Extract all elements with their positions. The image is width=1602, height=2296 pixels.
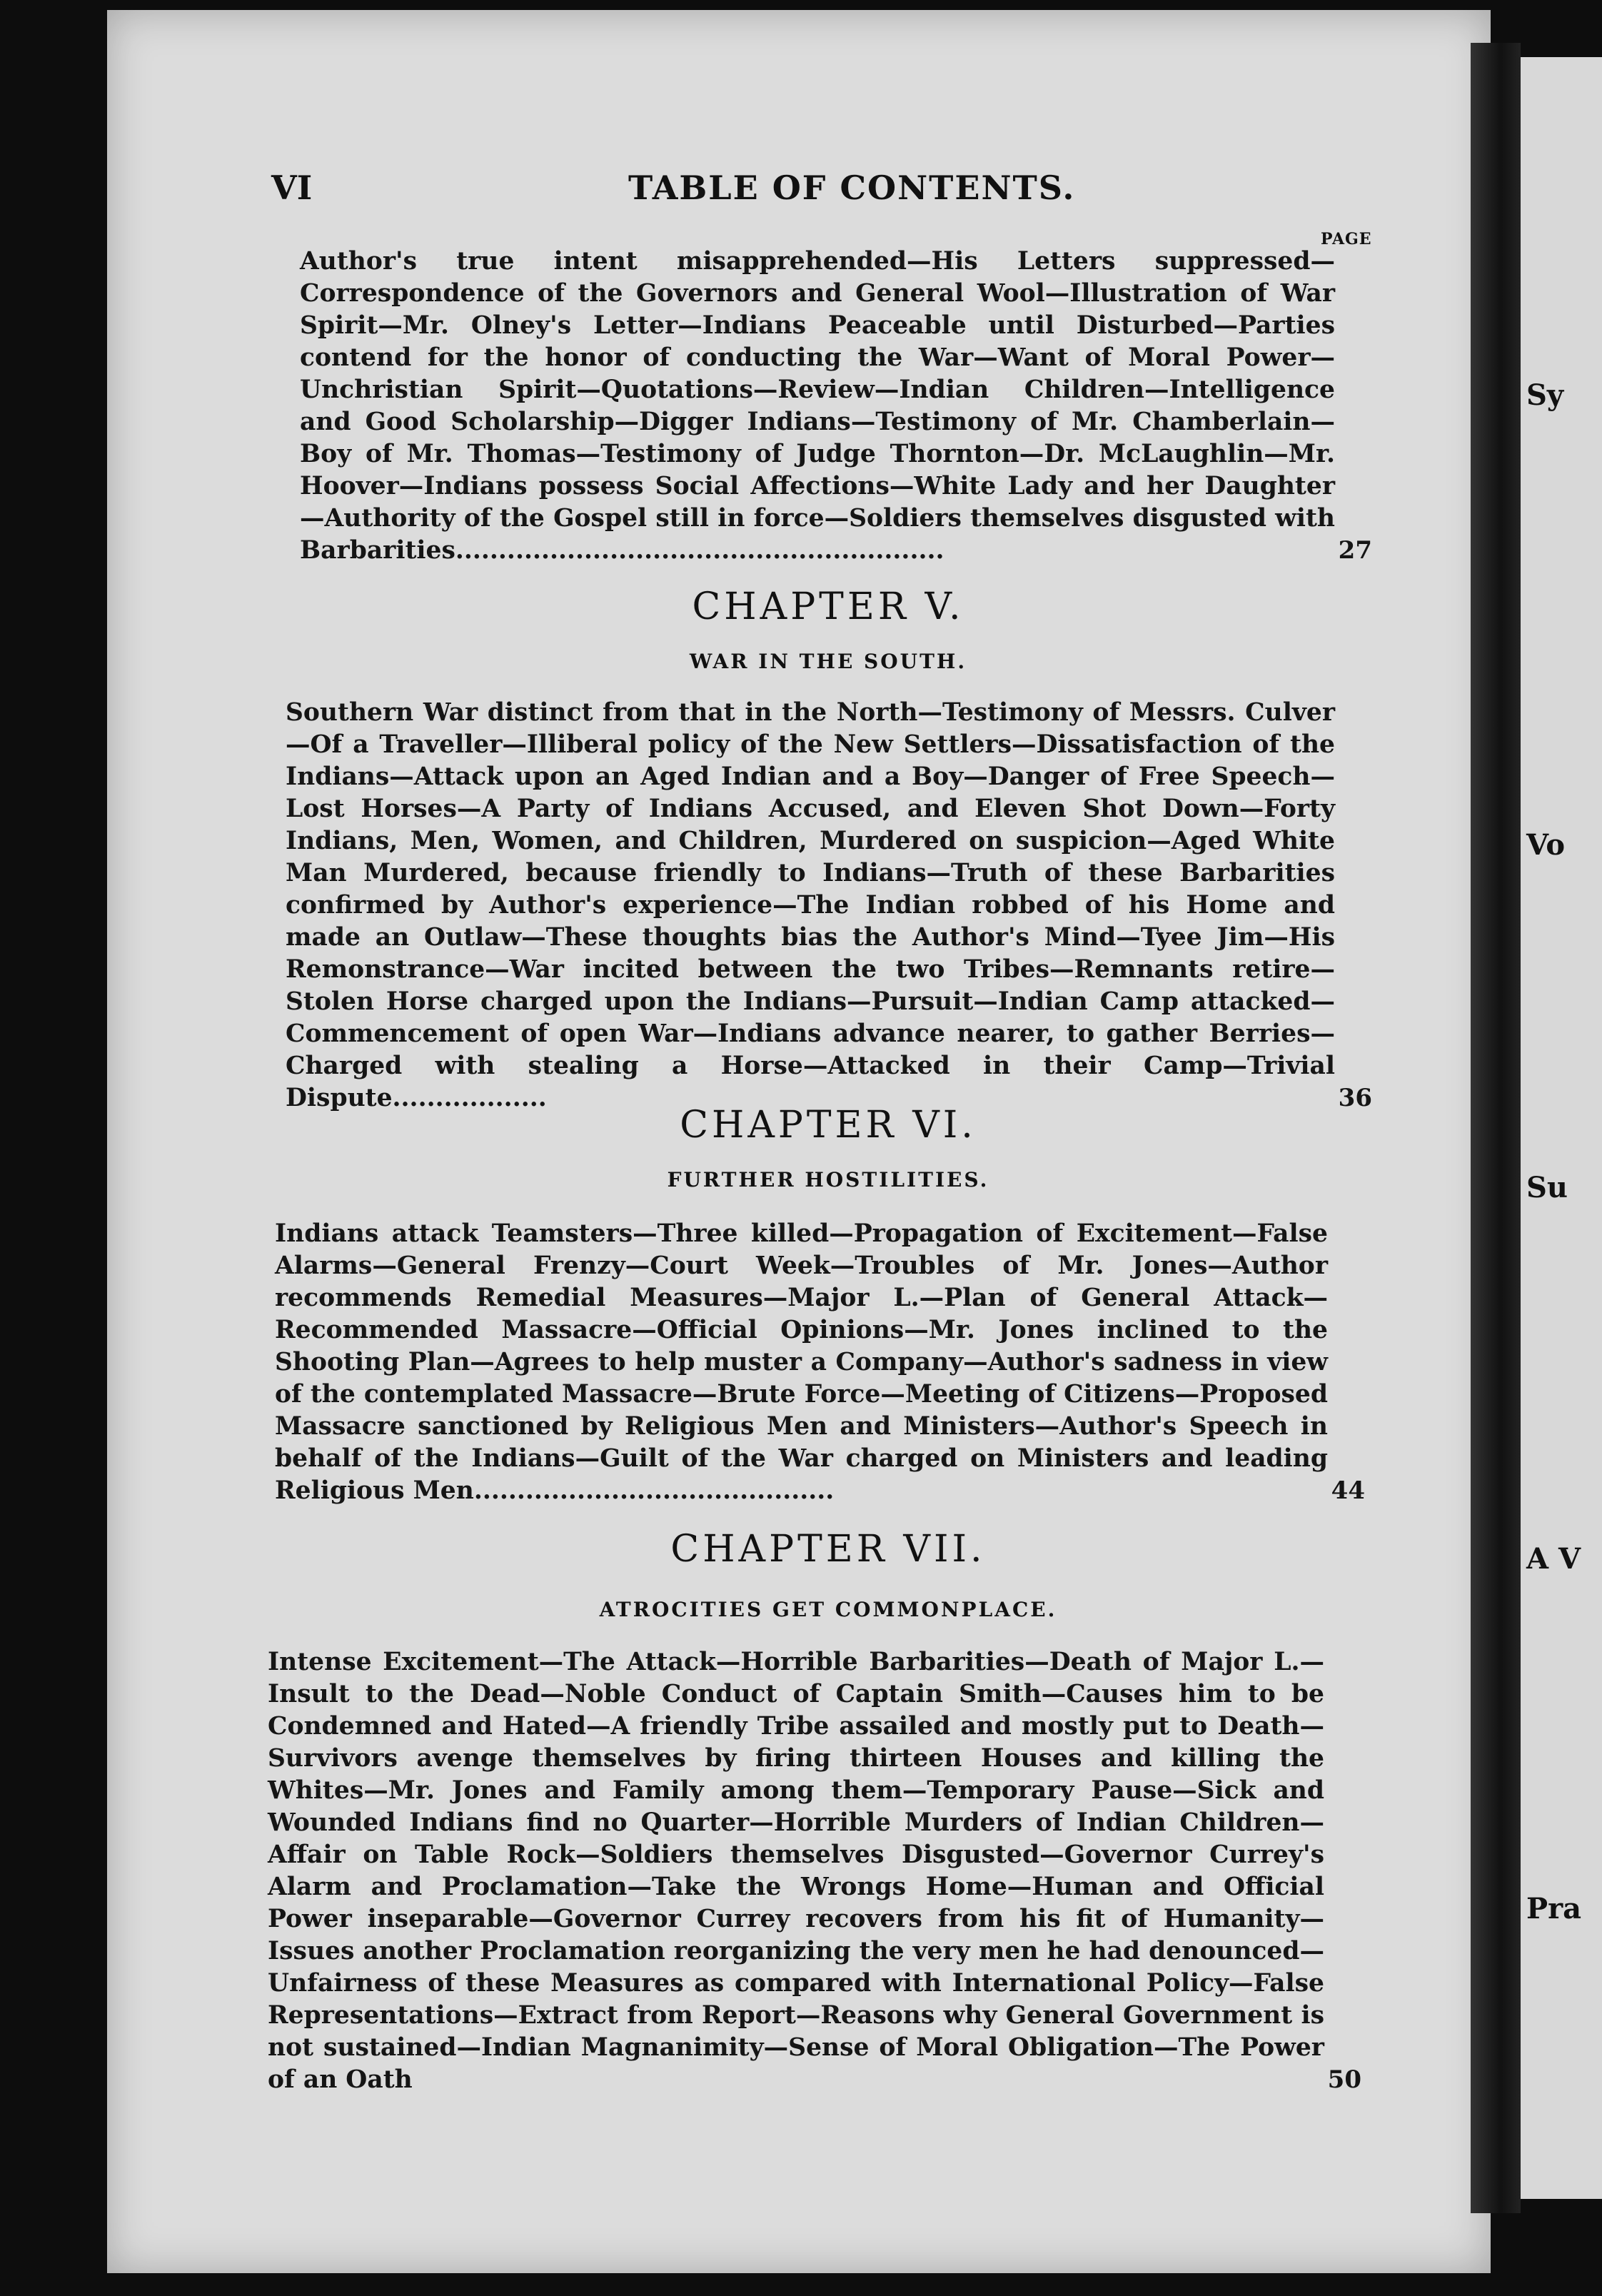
adjacent-page-fragment: A V [1526,1542,1581,1576]
toc-entry [286,697,1372,1114]
toc-entry [275,1218,1365,1507]
adjacent-page-fragment: Su [1526,1171,1568,1204]
chapter-subtitle: ATROCITIES GET COMMONPLACE. [599,1598,1057,1621]
running-header [271,168,1371,211]
adjacent-page-fragment: Pra [1526,1892,1582,1925]
adjacent-page [1521,57,1602,2199]
toc-page-ref: 27 [1338,536,1372,565]
toc-page-ref: 36 [1338,1084,1372,1112]
chapter-heading: CHAPTER V. [692,585,964,628]
chapter-subtitle: WAR IN THE SOUTH. [689,650,967,673]
toc-page-ref: 44 [1331,1476,1365,1505]
chapter-subtitle: FURTHER HOSTILITIES. [667,1168,989,1192]
book-gutter [1471,43,1521,2213]
chapter-heading: CHAPTER VI. [680,1104,977,1147]
toc-entry [268,1646,1361,2096]
toc-page-ref: 50 [1327,2065,1361,2094]
toc-entry-text: Indians attack Teamsters—Three killed—Propagation of Excitement—False Alarms—General Frenzy—Court Week—Troubles of Mr. Jones—Author recommends Remedial Measures—Major L.—Plan of General Attack—Recommended Massacre—Official Opinions—Mr. Jones inclined to the Shooting Plan—Agrees to help muster a Company—Author's sadness in view of the contemplated Massacre—Brute Force—Meeting of Citizens—Proposed Massacre sanctioned by Religious Men and Ministers—Author's Speech in behalf of the Indians—Guilt of the War charged on Ministers and leading Religious Men.......................................... [275,1219,1329,1505]
toc-entry-text: Intense Excitement—The Attack—Horrible Barbarities—Death of Major L.—Insult to the Dead—Noble Conduct of Captain Smith—Causes him to be Condemned and Hated—A friendly Tribe assailed and mostly put to Death—Survivors avenge themselves by firing thirteen Houses and killing the Whites—Mr. Jones and Family among them—Temporary Pause—Sick and Wounded Indians find no Quarter—Horrible Murders of Indian Children—Affair on Table Rock—Soldiers themselves Disgusted—Governor Currey's Alarm and Proclamation—Take the Wrongs Home—Human and Official Power inseparable—Governor Currey recovers from his fit of Humanity—Issues another Proclamation reorganizing the very men he had denounced—Unfairness of these Measures as compared with International Policy—False Representations—Extract from Report—Reasons why General Government is not sustained—Indian Magnanimity—Sense of Moral Obligation—The Power of an Oath [268,1648,1324,2094]
running-title: TABLE OF CONTENTS. [628,168,1076,207]
toc-entry-text: Author's true intent misapprehended—His Letters suppressed—Correspondence of the Governors and General Wool—Illustration of War Spirit—Mr. Olney's Letter—Indians Peaceable until Disturbed—Parties contend for the honor of conducting the War—Want of Moral Power—Unchristian Spirit—Quotations—Review—Indian Children—Intelligence and Good Scholarship—Digger Indians—Testimony of Mr. Chamberlain—Boy of Mr. Thomas—Testimony of Judge Thornton—Dr. McLaughlin—Mr. Hoover—Indians possess Social Affections—White Lady and her Daughter—Authority of the Gospel still in force—Soldiers themselves disgusted with Barbarities......................................................... [300,247,1335,565]
page-number: VI [271,168,313,207]
adjacent-page-fragment: Vo [1526,828,1566,862]
chapter-heading: CHAPTER VII. [670,1528,986,1571]
toc-entry [300,246,1372,567]
page-column-label: PAGE [1321,230,1372,248]
adjacent-page-fragment: Sy [1526,378,1564,412]
toc-entry-text: Southern War distinct from that in the North—Testimony of Messrs. Culver—Of a Traveller—Illiberal policy of the New Settlers—Dissatisfaction of the Indians—Attack upon an Aged Indian and a Boy—Danger of Free Speech—Lost Horses—A Party of Indians Accused, and Eleven Shot Down—Forty Indians, Men, Women, and Children, Murdered on suspicion—Aged White Man Murdered, because friendly to Indians—Truth of these Barbarities confirmed by Author's experience—The Indian robbed of his Home and made an Outlaw—These thoughts bias the Author's Mind—Tyee Jim—His Remonstrance—War incited between the two Tribes—Remnants retire—Stolen Horse charged upon the Indians—Pursuit—Indian Camp attacked—Commencement of open War—Indians advance nearer, to gather Berries—Charged with stealing a Horse—Attacked in their Camp—Trivial Dispute.................. [286,698,1335,1112]
